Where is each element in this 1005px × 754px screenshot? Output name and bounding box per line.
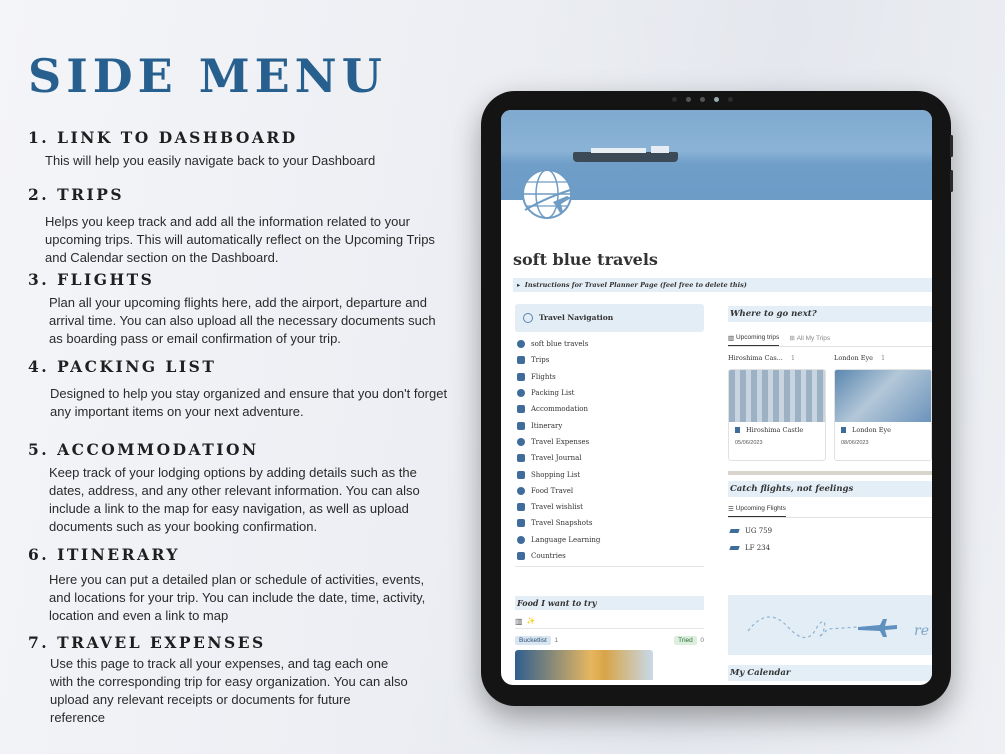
card-title — [835, 422, 931, 434]
calendar-section — [728, 665, 932, 681]
flight-item[interactable] — [728, 539, 932, 556]
section-title: 2. TRIPS — [28, 185, 125, 204]
cash-icon — [517, 438, 525, 446]
flights-title: Catch flights, not feelings — [728, 481, 932, 497]
nav-item-label: Food Travel — [531, 486, 574, 495]
nav-item[interactable] — [515, 352, 704, 368]
instructions-toggle[interactable]: ▸ Instructions for Travel Planner Page (feel free to delete this) — [513, 278, 932, 292]
section-title: 3. FLIGHTS — [28, 270, 155, 289]
utensils-icon — [517, 487, 525, 495]
nav-item[interactable] — [515, 369, 704, 385]
pin-icon — [517, 422, 525, 430]
column-title: London Eye — [834, 354, 874, 362]
speech-icon — [517, 536, 525, 544]
food-view-tab[interactable] — [515, 614, 704, 629]
section-title: 6. ITINERARY — [28, 545, 180, 564]
section-title: 1. LINK TO DASHBOARD — [28, 128, 298, 147]
page-title: soft blue travels — [513, 250, 658, 269]
food-title: Food I want to try — [515, 596, 704, 610]
section-body: Use this page to track all your expenses, and tag each one with the corresponding trip for easy organization. You can also upload any relevant receipts or documents for future reference — [50, 656, 408, 725]
banner-text: re — [914, 623, 929, 639]
divider — [515, 566, 704, 567]
nav-header — [515, 304, 704, 332]
tablet-screen — [501, 110, 932, 685]
nav-item[interactable] — [515, 450, 704, 466]
checklist-icon — [517, 389, 525, 397]
group-label: Bucketlist — [515, 636, 551, 645]
board-column — [728, 351, 826, 461]
section-flights — [28, 270, 448, 348]
ship-deck — [591, 148, 646, 153]
flight-item[interactable] — [728, 522, 932, 539]
trip-card[interactable] — [834, 369, 932, 461]
column-header — [834, 351, 932, 365]
menu-icon — [523, 313, 533, 323]
card-date: 05/06/2023 — [735, 440, 763, 446]
column-count: 1 — [881, 354, 886, 362]
house-icon — [517, 405, 525, 413]
tab-label: All My Trips — [796, 335, 831, 342]
ferris-wheel-icon — [841, 427, 846, 433]
food-groups — [515, 637, 704, 644]
nav-item[interactable] — [515, 385, 704, 401]
travel-navigation — [515, 304, 704, 564]
nav-item-label: Countries — [531, 552, 566, 560]
section-travel-expenses — [28, 633, 408, 727]
plane-icon — [729, 546, 739, 550]
sparkle-icon: ✨ — [526, 618, 536, 625]
section-body: Designed to help you stay organized and ensure that you don't forget any important items on your next adventure. — [50, 386, 448, 419]
section-body: Here you can put a detailed plan or schedule of activities, events, and locations for your trip. You can include the date, time, activity, location and even a link to map — [49, 572, 426, 623]
group-label: Tried — [674, 636, 697, 645]
card-name: London Eye — [852, 426, 892, 434]
column-title: Hiroshima Cas... — [728, 354, 783, 362]
volume-button — [950, 170, 953, 192]
trip-card[interactable] — [728, 369, 826, 461]
ship-bridge — [651, 146, 669, 153]
board-column — [834, 351, 932, 461]
trip-tabs — [728, 330, 932, 347]
divider — [728, 471, 932, 475]
section-link-to-dashboard — [28, 128, 448, 170]
nav-item-label: Language Learning — [531, 535, 601, 544]
nav-item-label: Travel Expenses — [531, 437, 590, 446]
nav-item[interactable] — [515, 515, 704, 531]
section-title: 4. PACKING LIST — [28, 357, 217, 376]
castle-icon — [735, 427, 740, 433]
section-body: Helps you keep track and add all the information related to your upcoming trips. This will automatically reflect on the Upcoming Trips and Calendar section on the Dashboard. — [45, 214, 435, 265]
card-cover-image — [835, 370, 931, 422]
nav-item[interactable] — [515, 548, 704, 564]
nav-item-label: soft blue travels — [531, 340, 589, 349]
card-title — [729, 422, 825, 434]
section-body: This will help you easily navigate back to your Dashboard — [45, 153, 376, 168]
nav-item[interactable] — [515, 401, 704, 417]
food-card-image[interactable] — [515, 650, 653, 680]
card-cover-image — [729, 370, 825, 422]
nav-item[interactable] — [515, 466, 704, 482]
column-header — [728, 351, 826, 365]
nav-item[interactable] — [515, 434, 704, 450]
pen-icon — [517, 454, 525, 462]
globe-plane-icon — [517, 340, 525, 348]
where-title: Where to go next? — [728, 306, 932, 322]
section-body: Keep track of your lodging options by adding details such as the dates, address, and any other relevant information. You can also include a link to the map for easy navigation, as well as upload documents such as your booking confirmation. — [49, 465, 420, 534]
flag-icon — [517, 552, 525, 560]
group-count: 0 — [700, 637, 704, 644]
section-body: Plan all your upcoming flights here, add the airport, departure and arrival time. You can also upload all the necessary documents such as boarding pass or email confirmation of your trip. — [49, 295, 436, 346]
nav-item[interactable] — [515, 532, 704, 548]
card-name: Hiroshima Castle — [746, 426, 804, 434]
section-title: 7. TRAVEL EXPENSES — [28, 633, 266, 652]
camera-icon — [517, 519, 525, 527]
right-column — [728, 306, 932, 556]
toggle-label: Instructions for Travel Planner Page (feel free to delete this) — [524, 281, 747, 289]
nav-item-label: Trips — [531, 356, 550, 365]
clover-icon — [517, 503, 525, 511]
nav-item-label: Travel Journal — [531, 454, 582, 463]
plane-icon — [729, 529, 739, 533]
nav-item[interactable] — [515, 483, 704, 499]
section-title: 5. ACCOMMODATION — [28, 440, 259, 459]
globe-plane-icon — [519, 166, 579, 222]
tab-upcoming-flights[interactable]: ☰ Upcoming Flights — [728, 501, 786, 517]
car-icon — [517, 356, 525, 364]
food-section — [515, 596, 704, 680]
section-trips — [28, 185, 448, 267]
nav-item[interactable] — [515, 336, 704, 352]
flights-list — [728, 522, 932, 556]
ship-image — [573, 152, 678, 162]
tab-label: Upcoming trips — [735, 334, 780, 341]
bag-icon — [517, 471, 525, 479]
calendar-title: My Calendar — [728, 665, 932, 681]
volume-button — [950, 135, 953, 157]
nav-title: Travel Navigation — [539, 313, 614, 322]
nav-item-label: Accommodation — [531, 405, 589, 414]
tab-label: Upcoming Flights — [735, 505, 786, 512]
tab-upcoming-trips[interactable]: ▥ Upcoming trips — [728, 330, 779, 346]
section-packing-list — [28, 357, 448, 421]
nav-item-label: Travel Snapshots — [531, 519, 593, 528]
group-bucketlist[interactable] — [515, 637, 558, 644]
section-accommodation — [28, 440, 448, 536]
nav-item-label: Travel wishlist — [531, 503, 583, 512]
nav-list — [515, 336, 704, 564]
nav-item[interactable] — [515, 499, 704, 515]
tab-all-my-trips[interactable]: ⊞ All My Trips — [789, 335, 831, 342]
board-icon: ▥ — [515, 616, 523, 626]
flight-code: LF 234 — [745, 543, 771, 552]
trip-board — [728, 351, 932, 461]
flight-path-illustration — [728, 595, 932, 655]
flight-path-banner — [728, 595, 932, 655]
nav-item[interactable] — [515, 417, 704, 433]
nav-item-label: Shopping List — [531, 470, 581, 479]
nav-item-label: Flights — [531, 372, 556, 381]
nav-item-label: Itinerary — [531, 421, 563, 430]
flight-code: UG 759 — [745, 526, 773, 535]
plane-icon — [517, 373, 525, 381]
section-itinerary — [28, 545, 448, 625]
nav-item-label: Packing List — [531, 389, 575, 398]
group-tried[interactable] — [674, 637, 704, 644]
column-count: 1 — [790, 354, 795, 362]
group-count: 1 — [554, 637, 559, 644]
camera-bar — [672, 97, 733, 102]
flights-tabs — [728, 501, 932, 518]
card-date: 08/06/2023 — [841, 440, 869, 446]
page-heading: SIDE MENU — [28, 49, 387, 103]
